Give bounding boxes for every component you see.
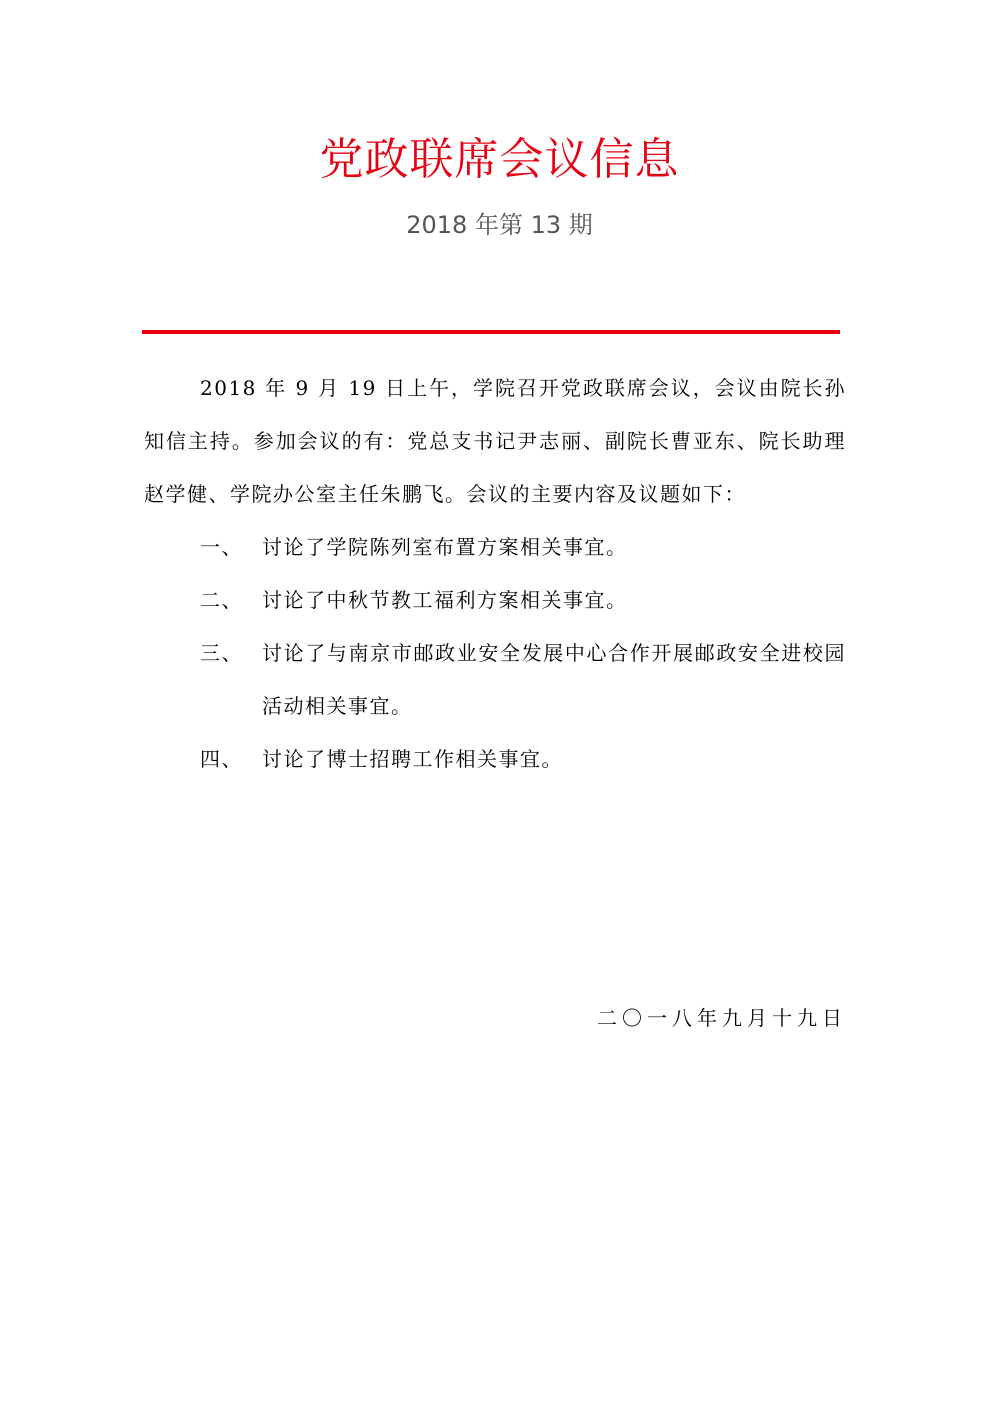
agenda-item-1 — [144, 521, 846, 574]
agenda-item-number: 二、 — [200, 588, 243, 612]
issue-number: 2018 年第 13 期 — [406, 211, 593, 239]
agenda-item-text: 讨论了与南京市邮政业安全发展中心合作开展邮政安全进校园活动相关事宜。 — [262, 641, 846, 718]
document-body — [144, 362, 846, 786]
red-divider-rule — [142, 330, 840, 334]
intro-paragraph: 2018 年 9 月 19 日上午，学院召开党政联席会议，会议由院长孙知信主持。参加会议的有：党总支书记尹志丽、副院长曹亚东、院长助理赵学健、学院办公室主任朱鹏飞。会议的主要内容及议题如下： — [144, 376, 846, 506]
agenda-item-number: 四、 — [200, 747, 243, 771]
agenda-item-4 — [144, 733, 846, 786]
document-date: 二〇一八年九月十九日 — [597, 1006, 847, 1030]
agenda-item-3 — [144, 627, 846, 733]
document-title: 党政联席会议信息 — [319, 134, 680, 185]
agenda-item-number: 一、 — [200, 535, 243, 559]
agenda-item-text: 讨论了博士招聘工作相关事宜。 — [262, 747, 563, 771]
agenda-item-number: 三、 — [200, 641, 243, 665]
agenda-item-text: 讨论了中秋节教工福利方案相关事宜。 — [262, 588, 628, 612]
agenda-item-text: 讨论了学院陈列室布置方案相关事宜。 — [262, 535, 628, 559]
agenda-item-2 — [144, 574, 846, 627]
